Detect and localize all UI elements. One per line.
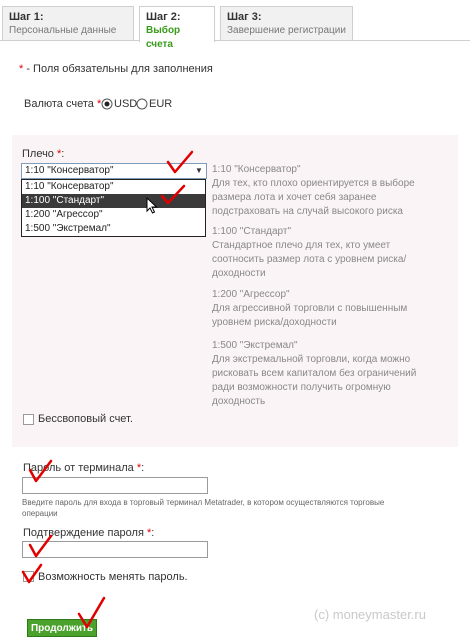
currency-eur-label: EUR <box>149 98 173 110</box>
leverage-description-title: 1:500 "Экстремал" <box>212 340 298 351</box>
leverage-option-1-200[interactable]: 1:200 "Агрессор" <box>25 209 103 220</box>
leverage-description-title: 1:200 "Агрессор" <box>212 289 290 300</box>
tab-step-2-title: Шаг 2: <box>146 11 181 23</box>
password-confirm-label: Подтверждение пароля <box>23 527 144 539</box>
tab-step-3-title: Шаг 3: <box>227 11 262 23</box>
password-confirm-field: Подтверждение пароля *: <box>23 527 155 539</box>
password-confirm-required-star: * <box>147 527 152 539</box>
step-tabs <box>0 0 470 50</box>
leverage-description-line: Для тех, кто плохо ориентируется в выборе <box>212 178 415 189</box>
tab-step-3-subtitle: Завершение регистрации <box>227 25 346 36</box>
red-check-mark-icon <box>27 458 53 484</box>
currency-usd-radio[interactable] <box>101 98 113 110</box>
tab-step-1-subtitle: Персональные данные <box>9 25 117 36</box>
terminal-password-hint-line: операции <box>22 509 58 518</box>
terminal-password-field: Пароль от терминала *: <box>23 462 145 474</box>
terminal-password-hint <box>22 497 452 519</box>
mouse-cursor-icon <box>146 197 158 214</box>
leverage-description-line: доходности <box>212 268 266 279</box>
leverage-description-line: подстраховать на случай высокого риска <box>212 206 403 217</box>
leverage-description-1-10 <box>212 163 452 219</box>
terminal-password-hint-line: Введите пароль для входа в торговый терминал Metatrader, в котором осуществляются торговые <box>22 498 385 507</box>
leverage-option-1-500[interactable]: 1:500 "Экстремал" <box>25 223 111 234</box>
leverage-description-line: размера лота и хочет себя заранее <box>212 192 377 203</box>
leverage-option-1-100[interactable]: 1:100 "Стандарт" <box>22 194 205 208</box>
leverage-label: Плечо <box>22 148 54 160</box>
leverage-description-title: 1:100 "Стандарт" <box>212 226 291 237</box>
chevron-down-icon[interactable]: ▼ <box>195 166 203 175</box>
required-note-text: - Поля обязательны для заполнения <box>23 63 213 75</box>
leverage-description-title: 1:10 "Консерватор" <box>212 164 301 175</box>
allow-change-password-label: Возможность менять пароль. <box>38 571 188 583</box>
leverage-description-line: ради возможности получить огромную <box>212 382 391 393</box>
required-star: * <box>19 63 24 75</box>
currency-eur-radio[interactable] <box>136 98 148 110</box>
leverage-option-1-10[interactable]: 1:10 "Консерватор" <box>25 181 114 192</box>
required-fields-note <box>19 63 213 75</box>
leverage-description-line: соотносить размер лота с уровнем риска/ <box>212 254 407 265</box>
tab-step-1[interactable] <box>2 6 134 40</box>
leverage-description-line: Стандартное плечо для тех, кто умеет <box>212 240 391 251</box>
red-check-mark-icon <box>76 596 106 630</box>
leverage-select-value: 1:10 "Консерватор" <box>25 165 114 176</box>
leverage-description-1-500 <box>212 339 452 409</box>
leverage-field: Плечо *: <box>22 148 65 160</box>
leverage-description-line: доходность <box>212 396 266 407</box>
leverage-description-line: рисковать всем капиталом без ограничений <box>212 368 417 379</box>
red-check-mark-icon <box>166 150 194 176</box>
swap-free-label: Бессвоповый счет. <box>38 413 133 425</box>
tab-step-1-title: Шаг 1: <box>9 11 44 23</box>
leverage-description-line: Для агрессивной торговли с повышенным <box>212 303 408 314</box>
terminal-password-required-star: * <box>136 462 142 474</box>
currency-usd-label: USD <box>114 98 138 110</box>
tab-step-2-subtitle: Выбор счета <box>146 25 181 50</box>
tab-step-2[interactable] <box>139 6 215 50</box>
red-check-mark-icon <box>21 563 43 585</box>
tabs-divider <box>0 40 470 41</box>
leverage-description-1-100 <box>212 225 452 281</box>
tab-step-3[interactable] <box>220 6 353 40</box>
leverage-description-line: уровнем риска/доходности <box>212 317 337 328</box>
continue-button[interactable]: Продолжить <box>27 619 97 637</box>
currency-field <box>24 98 104 110</box>
red-check-mark-icon <box>27 533 53 559</box>
leverage-description-1-200 <box>212 288 452 330</box>
red-check-mark-icon <box>160 184 186 206</box>
terminal-password-label: Пароль от терминала <box>23 462 134 474</box>
swap-free-checkbox[interactable] <box>23 414 34 425</box>
leverage-required-star: * <box>57 148 62 160</box>
watermark: (c) moneymaster.ru <box>314 607 426 622</box>
currency-label: Валюта счета <box>24 98 94 110</box>
leverage-description-line: Для экстремальной торговли, когда можно <box>212 354 411 365</box>
currency-required-star: * <box>96 98 102 110</box>
